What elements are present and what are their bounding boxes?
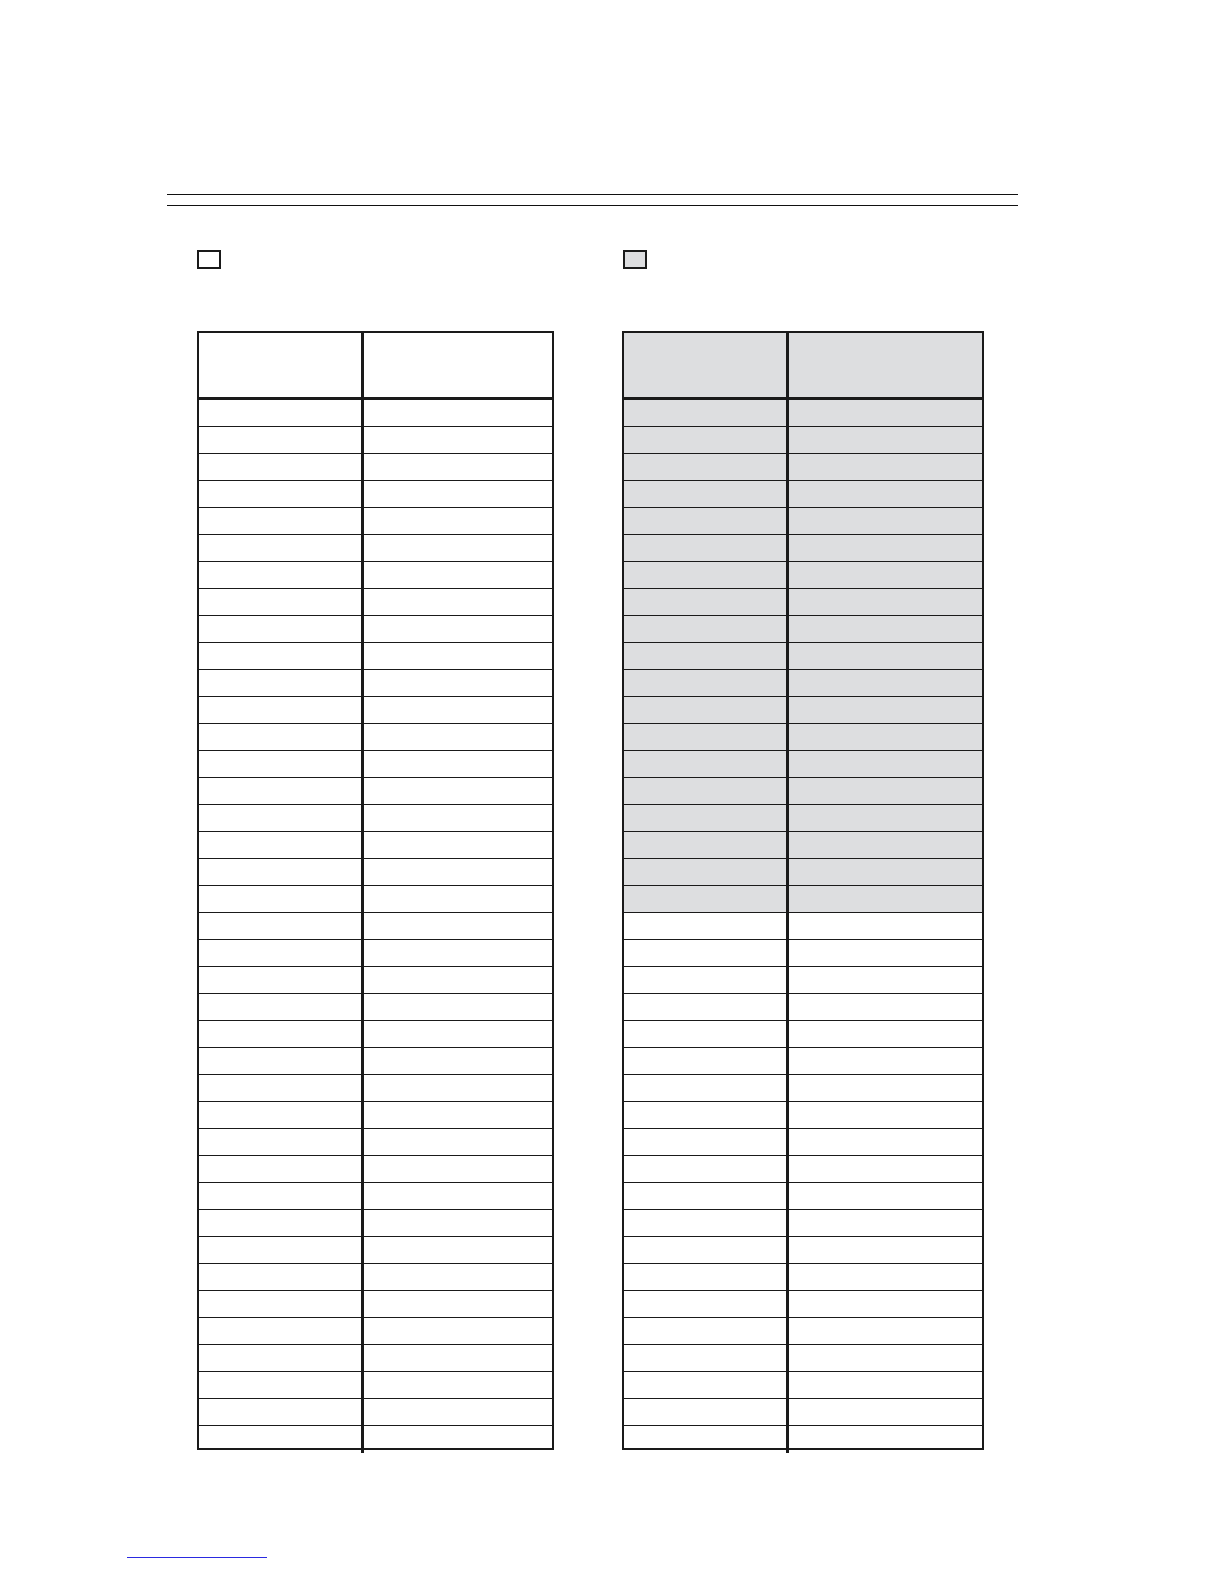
- left-cell-col1[interactable]: [199, 967, 364, 993]
- left-cell-col2[interactable]: [364, 1021, 552, 1047]
- left-cell-col2[interactable]: [364, 724, 552, 750]
- right-cell-col2[interactable]: [789, 454, 982, 480]
- left-cell-col1[interactable]: [199, 886, 364, 912]
- left-table-row: [199, 427, 552, 454]
- right-cell-col1[interactable]: [624, 994, 789, 1020]
- left-cell-col1[interactable]: [199, 481, 364, 507]
- left-table-row: [199, 508, 552, 535]
- left-cell-col2[interactable]: [364, 940, 552, 966]
- left-table-row: [199, 778, 552, 805]
- left-table-row: [199, 832, 552, 859]
- right-cell-col1[interactable]: [624, 1345, 789, 1371]
- right-table-row: [624, 913, 982, 940]
- right-cell-col2[interactable]: [789, 697, 982, 723]
- left-cell-col1[interactable]: [199, 1264, 364, 1290]
- right-cell-col2[interactable]: [789, 913, 982, 939]
- left-table-row: [199, 643, 552, 670]
- left-cell-col1[interactable]: [199, 1021, 364, 1047]
- right-cell-col2[interactable]: [789, 967, 982, 993]
- right-cell-col2[interactable]: [789, 859, 982, 885]
- left-table-row: [199, 859, 552, 886]
- right-cell-col2[interactable]: [789, 778, 982, 804]
- right-cell-col1[interactable]: [624, 1183, 789, 1209]
- right-cell-col1[interactable]: [624, 670, 789, 696]
- right-table-row: [624, 1426, 982, 1453]
- right-cell-col2[interactable]: [789, 1129, 982, 1155]
- left-cell-col2[interactable]: [364, 1372, 552, 1398]
- left-cell-col1[interactable]: [199, 1399, 364, 1425]
- right-cell-col2[interactable]: [789, 1291, 982, 1317]
- left-table-row: [199, 1399, 552, 1426]
- left-cell-col1[interactable]: [199, 535, 364, 561]
- left-table-row: [199, 400, 552, 427]
- right-table-row: [624, 1075, 982, 1102]
- left-cell-col2[interactable]: [364, 859, 552, 885]
- right-table-row: [624, 697, 982, 724]
- right-cell-col1[interactable]: [624, 1075, 789, 1101]
- left-cell-col2[interactable]: [364, 967, 552, 993]
- footer-link-underline[interactable]: [127, 1557, 267, 1558]
- right-table-row: [624, 1264, 982, 1291]
- right-cell-col2[interactable]: [789, 1345, 982, 1371]
- right-cell-col2[interactable]: [789, 589, 982, 615]
- left-cell-col1[interactable]: [199, 805, 364, 831]
- left-cell-col1[interactable]: [199, 724, 364, 750]
- right-cell-col1[interactable]: [624, 454, 789, 480]
- right-cell-col1[interactable]: [624, 778, 789, 804]
- right-cell-col2[interactable]: [789, 1399, 982, 1425]
- left-cell-col1[interactable]: [199, 454, 364, 480]
- left-cell-col2[interactable]: [364, 1102, 552, 1128]
- left-cell-col2[interactable]: [364, 1426, 552, 1453]
- right-table-row: [624, 1345, 982, 1372]
- left-cell-col2[interactable]: [364, 589, 552, 615]
- left-cell-col2[interactable]: [364, 643, 552, 669]
- left-table-row: [199, 535, 552, 562]
- header-rule-bottom: [167, 205, 1018, 206]
- left-cell-col1[interactable]: [199, 1372, 364, 1398]
- right-header-cell-1[interactable]: [624, 333, 789, 397]
- right-cell-col1[interactable]: [624, 1426, 789, 1453]
- left-cell-col1[interactable]: [199, 589, 364, 615]
- right-table-row: [624, 1399, 982, 1426]
- right-table-row: [624, 1291, 982, 1318]
- right-cell-col1[interactable]: [624, 1129, 789, 1155]
- left-cell-col1[interactable]: [199, 1210, 364, 1236]
- left-cell-col2[interactable]: [364, 1318, 552, 1344]
- left-cell-col1[interactable]: [199, 940, 364, 966]
- right-cell-col2[interactable]: [789, 643, 982, 669]
- left-cell-col1[interactable]: [199, 670, 364, 696]
- left-cell-col2[interactable]: [364, 778, 552, 804]
- right-cell-col2[interactable]: [789, 1021, 982, 1047]
- right-table-row: [624, 1129, 982, 1156]
- right-cell-col2[interactable]: [789, 1372, 982, 1398]
- right-cell-col1[interactable]: [624, 400, 789, 426]
- left-table-row: [199, 967, 552, 994]
- right-table-row: [624, 427, 982, 454]
- right-table-row: [624, 1237, 982, 1264]
- left-table-row: [199, 1129, 552, 1156]
- right-cell-col1[interactable]: [624, 1264, 789, 1290]
- left-table-row: [199, 724, 552, 751]
- left-cell-col2[interactable]: [364, 1291, 552, 1317]
- left-cell-col2[interactable]: [364, 616, 552, 642]
- right-cell-col1[interactable]: [624, 427, 789, 453]
- right-table-row: [624, 508, 982, 535]
- right-table-row: [624, 940, 982, 967]
- right-cell-col1[interactable]: [624, 481, 789, 507]
- left-table-row: [199, 1156, 552, 1183]
- left-cell-col2[interactable]: [364, 1399, 552, 1425]
- right-cell-col1[interactable]: [624, 913, 789, 939]
- left-table-row: [199, 1048, 552, 1075]
- left-cell-col1[interactable]: [199, 1291, 364, 1317]
- left-header-cell-2[interactable]: [364, 333, 552, 397]
- right-cell-col2[interactable]: [789, 481, 982, 507]
- left-table-row: [199, 697, 552, 724]
- left-cell-col2[interactable]: [364, 670, 552, 696]
- left-cell-col1[interactable]: [199, 1048, 364, 1074]
- left-cell-col2[interactable]: [364, 994, 552, 1020]
- right-cell-col1[interactable]: [624, 886, 789, 912]
- left-cell-col1[interactable]: [199, 616, 364, 642]
- left-cell-col1[interactable]: [199, 562, 364, 588]
- left-table-row: [199, 1102, 552, 1129]
- right-table-row: [624, 832, 982, 859]
- right-table-row: [624, 1021, 982, 1048]
- left-table-body: [199, 400, 552, 1453]
- left-table-row: [199, 454, 552, 481]
- right-cell-col2[interactable]: [789, 1156, 982, 1182]
- right-cell-col2[interactable]: [789, 1318, 982, 1344]
- left-cell-col1[interactable]: [199, 643, 364, 669]
- header-rule-top: [167, 194, 1018, 195]
- right-cell-col2[interactable]: [789, 805, 982, 831]
- left-cell-col2[interactable]: [364, 1183, 552, 1209]
- right-cell-col2[interactable]: [789, 616, 982, 642]
- left-cell-col1[interactable]: [199, 778, 364, 804]
- left-cell-col2[interactable]: [364, 832, 552, 858]
- left-cell-col1[interactable]: [199, 1183, 364, 1209]
- right-cell-col1[interactable]: [624, 751, 789, 777]
- left-table-row: [199, 670, 552, 697]
- right-cell-col2[interactable]: [789, 751, 982, 777]
- right-cell-col1[interactable]: [624, 697, 789, 723]
- right-cell-col2[interactable]: [789, 400, 982, 426]
- left-cell-col2[interactable]: [364, 454, 552, 480]
- left-cell-col2[interactable]: [364, 1048, 552, 1074]
- right-cell-col2[interactable]: [789, 1183, 982, 1209]
- left-cell-col2[interactable]: [364, 886, 552, 912]
- left-table-row: [199, 1075, 552, 1102]
- right-cell-col2[interactable]: [789, 1210, 982, 1236]
- right-cell-col1[interactable]: [624, 1372, 789, 1398]
- left-table-row: [199, 562, 552, 589]
- right-cell-col2[interactable]: [789, 724, 982, 750]
- left-cell-col1[interactable]: [199, 994, 364, 1020]
- left-cell-col1[interactable]: [199, 508, 364, 534]
- left-cell-col2[interactable]: [364, 751, 552, 777]
- right-cell-col1[interactable]: [624, 940, 789, 966]
- left-cell-col1[interactable]: [199, 1156, 364, 1182]
- right-cell-col2[interactable]: [789, 670, 982, 696]
- left-cell-col1[interactable]: [199, 1075, 364, 1101]
- left-cell-col1[interactable]: [199, 859, 364, 885]
- right-cell-col1[interactable]: [624, 562, 789, 588]
- left-table-row: [199, 589, 552, 616]
- left-cell-col2[interactable]: [364, 1210, 552, 1236]
- left-cell-col1[interactable]: [199, 1345, 364, 1371]
- left-cell-col2[interactable]: [364, 400, 552, 426]
- right-cell-col1[interactable]: [624, 1048, 789, 1074]
- left-cell-col2[interactable]: [364, 508, 552, 534]
- right-table-header: [624, 333, 982, 400]
- right-cell-col2[interactable]: [789, 832, 982, 858]
- left-table-row: [199, 994, 552, 1021]
- right-cell-col2[interactable]: [789, 1075, 982, 1101]
- right-table-row: [624, 1372, 982, 1399]
- right-table-body: [624, 400, 982, 1453]
- right-cell-col2[interactable]: [789, 1048, 982, 1074]
- right-cell-col1[interactable]: [624, 967, 789, 993]
- left-cell-col2[interactable]: [364, 1264, 552, 1290]
- right-cell-col1[interactable]: [624, 1156, 789, 1182]
- right-table-row: [624, 967, 982, 994]
- left-table-row: [199, 913, 552, 940]
- right-cell-col2[interactable]: [789, 508, 982, 534]
- right-cell-col1[interactable]: [624, 724, 789, 750]
- right-table-row: [624, 400, 982, 427]
- left-cell-col1[interactable]: [199, 1102, 364, 1128]
- right-table-row: [624, 886, 982, 913]
- left-table: [197, 331, 554, 1450]
- left-cell-col2[interactable]: [364, 697, 552, 723]
- right-table-row: [624, 481, 982, 508]
- left-table-row: [199, 1426, 552, 1453]
- right-cell-col2[interactable]: [789, 562, 982, 588]
- left-table-header: [199, 333, 552, 400]
- right-table-row: [624, 535, 982, 562]
- right-table-row: [624, 1318, 982, 1345]
- left-cell-col2[interactable]: [364, 535, 552, 561]
- right-cell-col1[interactable]: [624, 859, 789, 885]
- left-cell-col1[interactable]: [199, 400, 364, 426]
- left-cell-col2[interactable]: [364, 805, 552, 831]
- left-cell-col2[interactable]: [364, 1156, 552, 1182]
- right-cell-col1[interactable]: [624, 805, 789, 831]
- left-table-row: [199, 1021, 552, 1048]
- left-table-row: [199, 1318, 552, 1345]
- right-cell-col1[interactable]: [624, 832, 789, 858]
- right-table-row: [624, 1183, 982, 1210]
- legend-swatch-shaded[interactable]: [623, 250, 647, 269]
- right-cell-col1[interactable]: [624, 1021, 789, 1047]
- left-cell-col1[interactable]: [199, 1237, 364, 1263]
- left-cell-col2[interactable]: [364, 481, 552, 507]
- left-table-row: [199, 1291, 552, 1318]
- right-table-row: [624, 454, 982, 481]
- left-cell-col2[interactable]: [364, 562, 552, 588]
- left-table-row: [199, 1237, 552, 1264]
- right-cell-col2[interactable]: [789, 427, 982, 453]
- right-cell-col2[interactable]: [789, 994, 982, 1020]
- left-cell-col2[interactable]: [364, 1237, 552, 1263]
- right-cell-col1[interactable]: [624, 1237, 789, 1263]
- right-cell-col1[interactable]: [624, 616, 789, 642]
- right-cell-col1[interactable]: [624, 1399, 789, 1425]
- right-cell-col1[interactable]: [624, 508, 789, 534]
- right-cell-col2[interactable]: [789, 1102, 982, 1128]
- left-table-row: [199, 481, 552, 508]
- left-cell-col1[interactable]: [199, 1129, 364, 1155]
- right-table-row: [624, 643, 982, 670]
- right-table-row: [624, 778, 982, 805]
- left-table-row: [199, 940, 552, 967]
- left-cell-col2[interactable]: [364, 913, 552, 939]
- left-table-row: [199, 805, 552, 832]
- right-table-row: [624, 616, 982, 643]
- right-cell-col1[interactable]: [624, 535, 789, 561]
- left-cell-col2[interactable]: [364, 1129, 552, 1155]
- left-table-row: [199, 616, 552, 643]
- right-cell-col2[interactable]: [789, 1264, 982, 1290]
- right-table-row: [624, 589, 982, 616]
- legend-swatch-white[interactable]: [197, 250, 221, 269]
- right-cell-col2[interactable]: [789, 1237, 982, 1263]
- right-cell-col1[interactable]: [624, 589, 789, 615]
- right-cell-col1[interactable]: [624, 643, 789, 669]
- left-cell-col2[interactable]: [364, 1345, 552, 1371]
- right-table-row: [624, 994, 982, 1021]
- right-table-row: [624, 670, 982, 697]
- left-cell-col1[interactable]: [199, 1318, 364, 1344]
- right-table-row: [624, 805, 982, 832]
- left-table-row: [199, 1183, 552, 1210]
- right-cell-col1[interactable]: [624, 1318, 789, 1344]
- left-cell-col1[interactable]: [199, 697, 364, 723]
- right-cell-col2[interactable]: [789, 886, 982, 912]
- right-cell-col1[interactable]: [624, 1291, 789, 1317]
- right-cell-col1[interactable]: [624, 1102, 789, 1128]
- left-table-row: [199, 886, 552, 913]
- right-table-row: [624, 1048, 982, 1075]
- right-table-row: [624, 562, 982, 589]
- right-header-cell-2[interactable]: [789, 333, 982, 397]
- left-cell-col2[interactable]: [364, 427, 552, 453]
- right-table-row: [624, 1156, 982, 1183]
- left-cell-col1[interactable]: [199, 832, 364, 858]
- right-table-row: [624, 859, 982, 886]
- right-cell-col2[interactable]: [789, 1426, 982, 1453]
- right-table-row: [624, 1210, 982, 1237]
- left-table-row: [199, 1345, 552, 1372]
- right-table: [622, 331, 984, 1450]
- right-table-row: [624, 751, 982, 778]
- right-cell-col1[interactable]: [624, 1210, 789, 1236]
- left-table-row: [199, 751, 552, 778]
- left-cell-col1[interactable]: [199, 751, 364, 777]
- left-table-row: [199, 1264, 552, 1291]
- left-header-cell-1[interactable]: [199, 333, 364, 397]
- left-cell-col1[interactable]: [199, 913, 364, 939]
- right-table-row: [624, 724, 982, 751]
- left-table-row: [199, 1372, 552, 1399]
- left-cell-col1[interactable]: [199, 427, 364, 453]
- left-cell-col1[interactable]: [199, 1426, 364, 1453]
- left-table-row: [199, 1210, 552, 1237]
- right-cell-col2[interactable]: [789, 535, 982, 561]
- left-cell-col2[interactable]: [364, 1075, 552, 1101]
- right-table-row: [624, 1102, 982, 1129]
- right-cell-col2[interactable]: [789, 940, 982, 966]
